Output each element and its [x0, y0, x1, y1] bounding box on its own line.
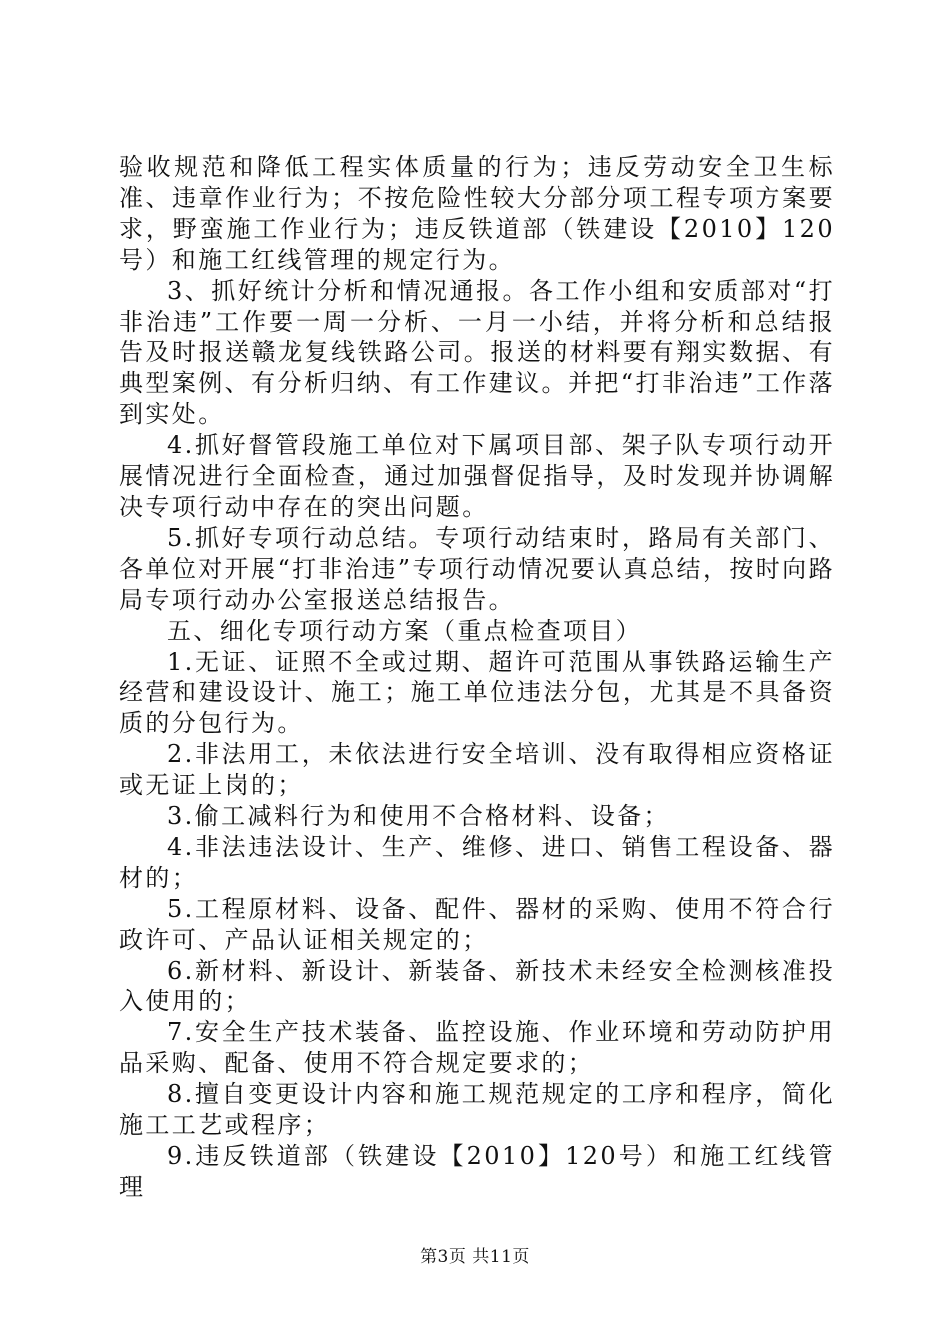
- check-item-6: 6.新材料、新设计、新装备、新技术未经安全检测核准投入使用的；: [119, 956, 835, 1016]
- page-number-footer: 第3页 共11页: [420, 1247, 530, 1267]
- check-item-5: 5.工程原材料、设备、配件、器材的采购、使用不符合行政许可、产品认证相关规定的；: [119, 894, 835, 954]
- check-item-8: 8.擅自变更设计内容和施工规范规定的工序和程序，简化施工工艺或程序；: [119, 1080, 835, 1140]
- paragraph-continuation: 验收规范和降低工程实体质量的行为；违反劳动安全卫生标准、违章作业行为；不按危险性较大分部分项工程专项方案要求，野蛮施工作业行为；违反铁道部（铁建设【2010】120号）和施工红线管理的规定行为。: [119, 153, 835, 274]
- check-item-1: 1.无证、证照不全或过期、超许可范围从事铁路运输生产经营和建设设计、施工；施工单位违法分包，尤其是不具备资质的分包行为。: [119, 647, 835, 738]
- section-heading-five: 五、细化专项行动方案（重点检查项目）: [167, 616, 643, 645]
- check-item-4: 4.非法违法设计、生产、维修、进口、销售工程设备、器材的；: [119, 832, 835, 892]
- check-item-3: 3.偷工减料行为和使用不合格材料、设备；: [167, 802, 670, 831]
- paragraph-item-5: 5.抓好专项行动总结。专项行动结束时，路局有关部门、各单位对开展“打非治违”专项行动情况要认真总结，按时向路局专项行动办公室报送总结报告。: [119, 523, 835, 614]
- document-body: [119, 152, 835, 1203]
- check-item-9: 9.违反铁道部（铁建设【2010】120号）和施工红线管理: [119, 1142, 835, 1201]
- check-item-2: 2.非法用工，未依法进行安全培训、没有取得相应资格证或无证上岗的；: [119, 740, 835, 800]
- paragraph-item-3: 3、抓好统计分析和情况通报。各工作小组和安质部对“打非治违”工作要一周一分析、一月一小结，并将分析和总结报告及时报送赣龙复线铁路公司。报送的材料要有翔实数据、有典型案例、有分析归纳、有工作建议。并把“打非治违”工作落到实处。: [119, 276, 835, 429]
- check-item-7: 7.安全生产技术装备、监控设施、作业环境和劳动防护用品采购、配备、使用不符合规定要求的；: [119, 1018, 835, 1078]
- paragraph-item-4: 4.抓好督管段施工单位对下属项目部、架子队专项行动开展情况进行全面检查，通过加强督促指导，及时发现并协调解决专项行动中存在的突出问题。: [119, 431, 835, 521]
